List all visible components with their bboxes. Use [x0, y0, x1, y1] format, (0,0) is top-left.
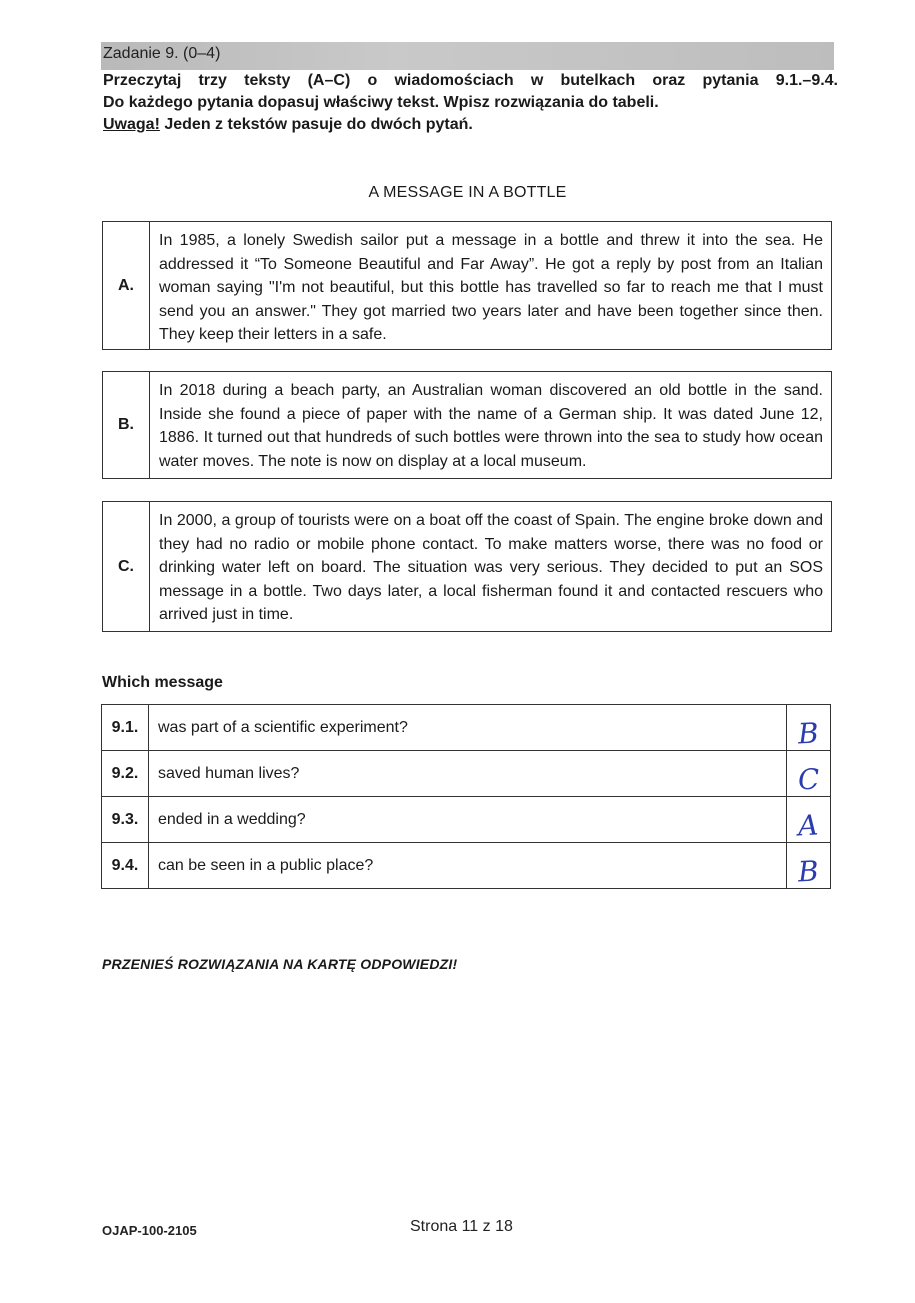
text-letter-c: C.	[103, 502, 150, 631]
answer-cell[interactable]	[787, 843, 831, 889]
question-number: 9.3.	[102, 797, 149, 843]
handwritten-answer: C	[796, 762, 821, 797]
table-row	[102, 797, 831, 843]
answer-cell[interactable]	[787, 705, 831, 751]
text-letter-b: B.	[103, 372, 150, 478]
instruction-line-2: Do każdego pytania dopasuj właściwy tekst. Wpisz rozwiązania do tabeli.	[103, 94, 659, 111]
handwritten-answer: B	[797, 716, 820, 751]
text-body-a: In 1985, a lonely Swedish sailor put a message in a bottle and threw it into the sea. He addressed it “To Someone Beautiful and Far Away”. He got a reply by post from an Italian woman saying "I'm not beautiful, but this bottle has travelled so far to reach me that I must send you an answer." They got married two years later and have been together since then. They keep their letters in a safe.	[159, 232, 823, 343]
table-row	[102, 843, 831, 889]
note-text: Jeden z tekstów pasuje do dwóch pytań.	[159, 116, 473, 133]
answer-cell[interactable]	[787, 797, 831, 843]
page-number: Strona 11 z 18	[410, 1218, 513, 1235]
question-heading: Which message	[102, 674, 223, 691]
text-letter-a: A.	[103, 222, 150, 349]
handwritten-answer: A	[797, 808, 820, 843]
table-row	[102, 705, 831, 751]
answer-table	[101, 704, 831, 889]
transfer-note: PRZENIEŚ ROZWIĄZANIA NA KARTĘ ODPOWIEDZI!	[102, 956, 458, 972]
task-label: Zadanie 9. (0–4)	[103, 45, 221, 62]
question-text: ended in a wedding?	[149, 797, 787, 843]
question-number: 9.4.	[102, 843, 149, 889]
answer-cell[interactable]	[787, 751, 831, 797]
text-body-c: In 2000, a group of tourists were on a boat off the coast of Spain. The engine broke down and they had no radio or mobile phone contact. To make matters worse, there was no food or drinking water left on board. The situation was very serious. They decided to put an SOS message in a bottle. Two days later, a local fisherman found it and contacted rescuers who arrived just in time.	[159, 512, 823, 623]
text-box-c	[102, 501, 832, 632]
note-label: Uwaga!	[103, 116, 160, 133]
question-text: can be seen in a public place?	[149, 843, 787, 889]
instruction-line-1: Przeczytaj trzy teksty (A–C) o wiadomościach w butelkach oraz pytania 9.1.–9.4.	[103, 72, 838, 89]
text-box-a	[102, 221, 832, 350]
table-row	[102, 751, 831, 797]
text-box-b	[102, 371, 832, 479]
task-instructions	[103, 70, 838, 136]
exam-code: OJAP-100-2105	[102, 1223, 197, 1238]
question-text: was part of a scientific experiment?	[149, 705, 787, 751]
reading-title: A MESSAGE IN A BOTTLE	[368, 184, 567, 201]
question-number: 9.1.	[102, 705, 149, 751]
text-body-b: In 2018 during a beach party, an Australian woman discovered an old bottle in the sand. Inside she found a piece of paper with the name of a German ship. It was dated June 12, 1886. It turned out that hundreds of such bottles were thrown into the sea to study how ocean water moves. The note is now on display at a local museum.	[159, 382, 823, 470]
question-text: saved human lives?	[149, 751, 787, 797]
handwritten-answer: B	[797, 854, 820, 889]
question-number: 9.2.	[102, 751, 149, 797]
instruction-note	[103, 114, 838, 136]
